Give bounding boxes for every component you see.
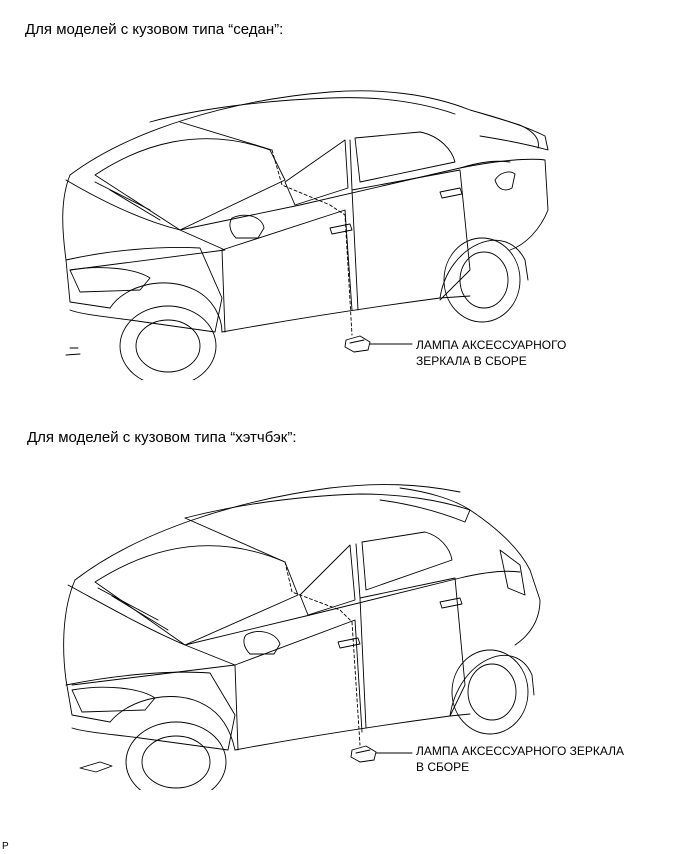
hatch-rear-wheel-arch xyxy=(450,655,534,716)
hatch-roof xyxy=(75,485,460,580)
sedan-headlight xyxy=(70,268,150,292)
section-heading-hatchback: Для моделей с кузовом типа “хэтчбэк”: xyxy=(27,429,297,446)
sedan-fuel-door xyxy=(495,172,515,190)
hatch-hood xyxy=(68,585,235,685)
sedan-front-window xyxy=(285,140,348,205)
hatchback-illustration xyxy=(0,470,690,790)
hatch-rear-handle xyxy=(440,598,462,608)
callout-hatch-line1: ЛАМПА АКСЕССУАРНОГО ЗЕРКАЛА xyxy=(416,744,625,758)
sedan-front-handle xyxy=(330,224,352,234)
page-mark: P xyxy=(2,841,9,852)
sedan-rear-wheel-arch xyxy=(440,240,528,298)
hatch-front-wheel-arch xyxy=(110,697,235,750)
sedan-rocker xyxy=(222,296,470,332)
sedan-rear-window xyxy=(355,132,455,182)
callout-hatch-line2: В СБОРЕ xyxy=(416,760,470,774)
sedan-rear-handle xyxy=(440,188,462,198)
hatch-wiper xyxy=(98,588,168,630)
sedan-windshield xyxy=(95,139,285,230)
hatch-rear xyxy=(470,510,540,645)
hatch-mirror-lamp xyxy=(351,746,376,762)
hatch-front-door xyxy=(235,620,362,750)
callout-sedan-lamp xyxy=(416,337,566,369)
hatch-rear-wheel xyxy=(452,650,528,734)
callout-sedan-line2: ЗЕРКАЛА В СБОРЕ xyxy=(416,354,527,368)
hatch-windshield xyxy=(95,546,298,645)
sedan-roof xyxy=(70,91,538,175)
callout-hatchback-lamp xyxy=(416,743,624,775)
sedan-front-wheel xyxy=(120,306,216,380)
sedan-rear-wheel xyxy=(444,238,520,322)
hatch-spoiler xyxy=(380,488,470,522)
hatch-roof-inner xyxy=(185,494,470,518)
hatch-front-bumper xyxy=(66,672,235,750)
sedan-hood xyxy=(66,180,225,270)
section-heading-sedan: Для моделей с кузовом типа “седан”: xyxy=(25,21,284,38)
sedan-body-side xyxy=(63,175,110,308)
hatch-body-front xyxy=(64,580,110,722)
sedan-mirror-lamp xyxy=(345,336,370,352)
sedan-illustration xyxy=(0,70,690,380)
hatch-front-wheel xyxy=(126,722,226,790)
hatch-front-window xyxy=(300,545,355,615)
hatch-taillight xyxy=(500,550,525,595)
sedan-roof-inner xyxy=(150,98,455,122)
sedan-trunk-lid xyxy=(470,110,548,150)
callout-sedan-line1: ЛАМПА АКСЕССУАРНОГО xyxy=(416,338,567,352)
hatch-headlight xyxy=(72,687,155,712)
sedan-rear-door xyxy=(352,170,470,310)
